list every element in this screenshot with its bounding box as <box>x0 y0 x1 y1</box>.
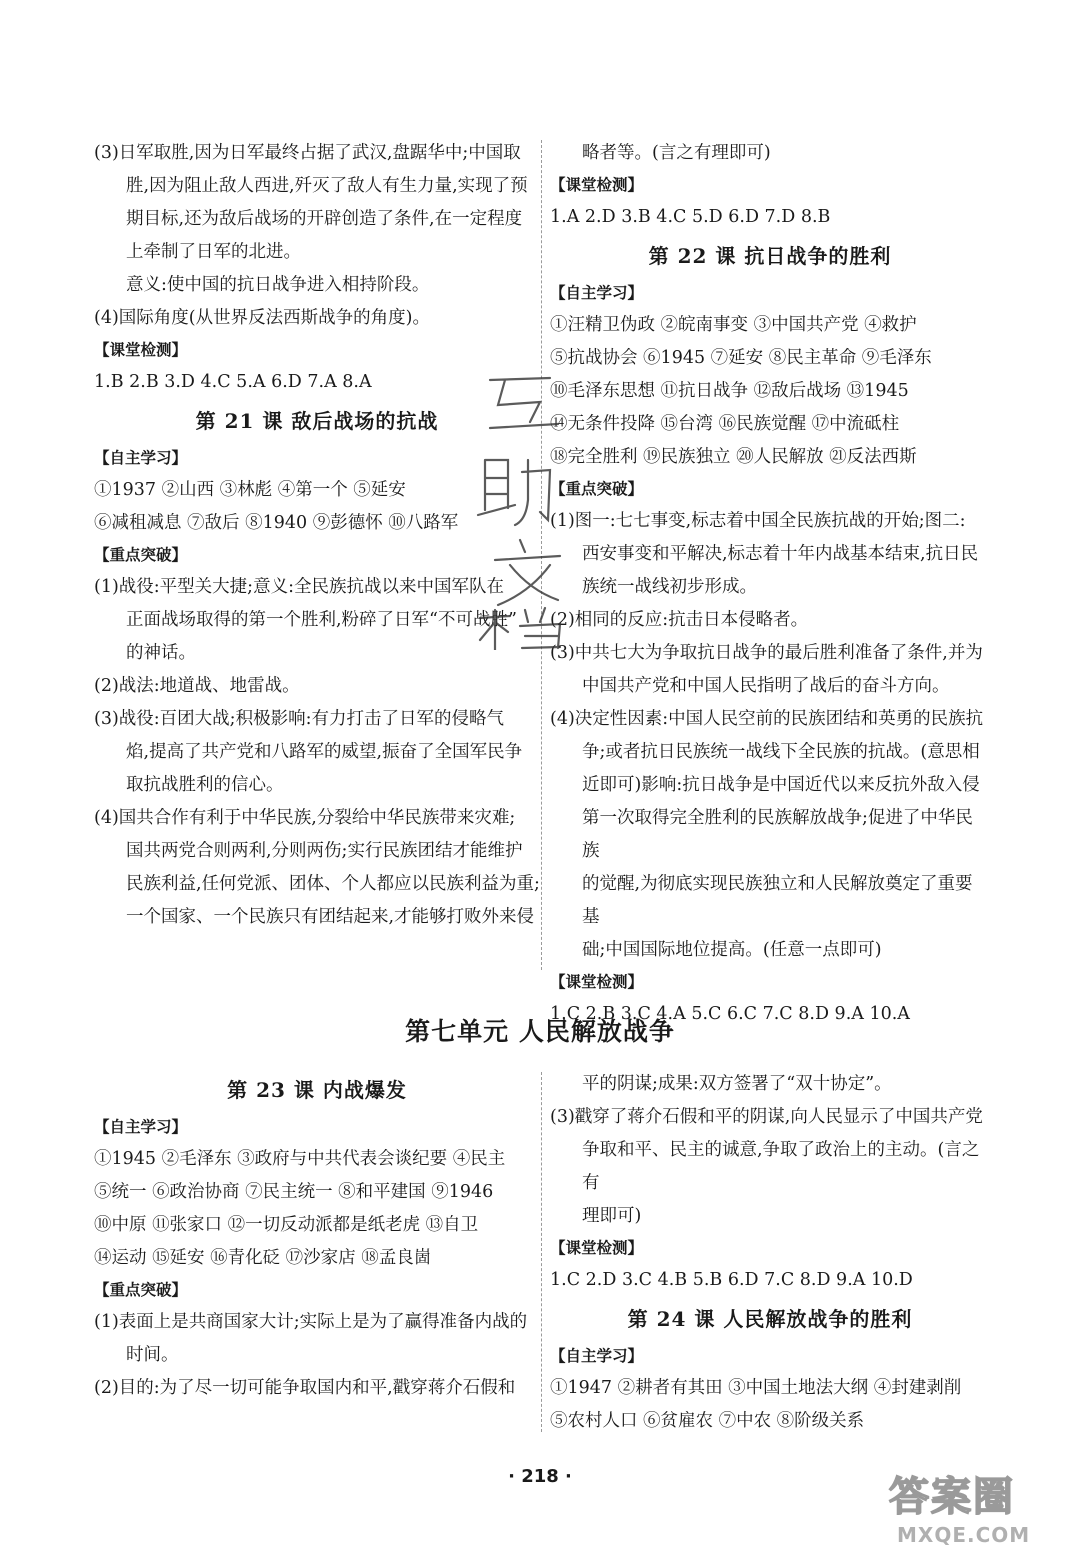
handwritten-watermark <box>470 360 580 650</box>
right-column-top <box>550 137 990 1031</box>
answer-line: ①1947 ②耕者有其田 ③中国土地法大纲 ④封建剥削 <box>550 1378 962 1398</box>
section-heading: 【自主学习】 <box>550 1347 644 1365</box>
text-line: (1)战役:平型关大捷;意义:全民族抗战以来中国军队在 <box>94 577 504 597</box>
answer-line: 1.C 2.B 3.C 4.A 5.C 6.C 7.C 8.D 9.A 10.A <box>550 1004 910 1024</box>
answer-line: ⑩中原 ⑪张家口 ⑫一切反动派都是纸老虎 ⑬自卫 <box>94 1215 479 1235</box>
answer-line: ⑤统一 ⑥政治协商 ⑦民主统一 ⑧和平建国 ⑨1946 <box>94 1182 494 1202</box>
answer-line: ①1945 ②毛泽东 ③政府与中共代表会谈纪要 ④民主 <box>94 1149 506 1169</box>
answer-line: 1.B 2.B 3.D 4.C 5.A 6.D 7.A 8.A <box>94 372 372 392</box>
text-line: (2)相同的反应:抗击日本侵略者。 <box>550 610 809 630</box>
lesson-title: 第 22 课 抗日战争的胜利 <box>648 244 892 268</box>
section-heading: 【课堂检测】 <box>550 1239 644 1257</box>
text-line: 一个国家、一个民族只有团结起来,才能够打败外来侵 <box>126 907 535 927</box>
answer-line: ⑩毛泽东思想 ⑪抗日战争 ⑫敌后战场 ⑬1945 <box>550 381 909 401</box>
text-line: 焰,提高了共产党和八路军的威望,振奋了全国军民争 <box>126 742 523 762</box>
text-line: (2)战法:地道战、地雷战。 <box>94 676 300 696</box>
section-heading: 【课堂检测】 <box>550 973 644 991</box>
text-line: 略者等。(言之有理即可) <box>582 143 771 163</box>
text-line: 争;或者抗日民族统一战线下全民族的抗战。(意思相 <box>582 742 980 762</box>
text-line: 族统一战线初步形成。 <box>582 577 757 597</box>
text-line: 西安事变和平解决,标志着十年内战基本结束,抗日民 <box>582 544 979 564</box>
section-heading: 【自主学习】 <box>94 449 188 467</box>
section-heading: 【自主学习】 <box>550 284 644 302</box>
text-line: (3)戳穿了蒋介石假和平的阴谋,向人民显示了中国共产党 <box>550 1107 983 1127</box>
answer-line: ⑥减租减息 ⑦敌后 ⑧1940 ⑨彭德怀 ⑩八路军 <box>94 513 459 533</box>
lesson-title: 第 24 课 人民解放战争的胜利 <box>627 1307 913 1331</box>
section-heading: 【自主学习】 <box>94 1118 188 1136</box>
text-line: 的觉醒,为彻底实现民族独立和人民解放奠定了重要基 <box>582 874 973 927</box>
left-column-bottom <box>94 1068 540 1405</box>
text-line: 础;中国国际地位提高。(任意一点即可) <box>582 940 882 960</box>
section-heading: 【课堂检测】 <box>550 176 644 194</box>
answer-line: ①汪精卫伪政 ②皖南事变 ③中国共产党 ④救护 <box>550 315 917 335</box>
section-heading: 【重点突破】 <box>550 480 644 498</box>
site-logo <box>885 1460 1060 1548</box>
answer-line: 1.A 2.D 3.B 4.C 5.D 6.D 7.D 8.B <box>550 207 831 227</box>
lesson-title: 第 23 课 内战爆发 <box>227 1078 407 1102</box>
text-line: 理即可) <box>582 1206 642 1226</box>
page-number: · 218 · <box>508 1466 572 1487</box>
svg-text:MXQE.COM: MXQE.COM <box>897 1523 1031 1547</box>
text-line: (4)国际角度(从世界反法西斯战争的角度)。 <box>94 308 430 328</box>
column-divider <box>541 1072 542 1432</box>
answer-line: ⑭无条件投降 ⑮台湾 ⑯民族觉醒 ⑰中流砥柱 <box>550 414 900 434</box>
text-line: 取抗战胜利的信心。 <box>126 775 284 795</box>
text-line: 争取和平、民主的诚意,争取了政治上的主动。(言之有 <box>582 1140 980 1193</box>
right-column-bottom <box>550 1068 990 1438</box>
text-line: (3)战役:百团大战;积极影响:有力打击了日军的侵略气 <box>94 709 504 729</box>
answer-line: ⑤抗战协会 ⑥1945 ⑦延安 ⑧民主革命 ⑨毛泽东 <box>550 348 932 368</box>
text-line: (3)中共七大为争取抗日战争的最后胜利准备了条件,并为 <box>550 643 983 663</box>
text-line: 平的阴谋;成果:双方签署了“双十协定”。 <box>582 1074 892 1094</box>
svg-text:答案圈: 答案圈 <box>889 1474 1015 1520</box>
text-line: (3)日军取胜,因为日军最终占据了武汉,盘踞华中;中国取 <box>94 143 521 163</box>
text-line: 胜,因为阻止敌人西进,歼灭了敌人有生力量,实现了预 <box>126 176 528 196</box>
section-heading: 【课堂检测】 <box>94 341 188 359</box>
answer-line: ⑤农村人口 ⑥贫雇农 ⑦中农 ⑧阶级关系 <box>550 1411 865 1431</box>
answer-line: 1.C 2.D 3.C 4.B 5.B 6.D 7.C 8.D 9.A 10.D <box>550 1270 913 1290</box>
text-line: 时间。 <box>126 1345 179 1365</box>
answer-line: ⑭运动 ⑮延安 ⑯青化砭 ⑰沙家店 ⑱孟良崮 <box>94 1248 432 1268</box>
text-line: 正面战场取得的第一个胜利,粉碎了日军“不可战胜” <box>126 610 517 630</box>
text-line: 第一次取得完全胜利的民族解放战争;促进了中华民族 <box>582 808 973 861</box>
text-line: (4)国共合作有利于中华民族,分裂给中华民族带来灾难; <box>94 808 516 828</box>
answer-line: ①1937 ②山西 ③林彪 ④第一个 ⑤延安 <box>94 480 406 500</box>
text-line: 意义:使中国的抗日战争进入相持阶段。 <box>126 275 430 295</box>
text-line: (4)决定性因素:中国人民空前的民族团结和英勇的民族抗 <box>550 709 984 729</box>
lesson-title: 第 21 课 敌后战场的抗战 <box>195 409 439 433</box>
text-line: 上牵制了日军的北进。 <box>126 242 301 262</box>
text-line: 国共两党合则两利,分则两伤;实行民族团结才能维护 <box>126 841 523 861</box>
text-line: 期目标,还为敌后战场的开辟创造了条件,在一定程度 <box>126 209 523 229</box>
section-heading: 【重点突破】 <box>94 546 188 564</box>
text-line: 近即可)影响:抗日战争是中国近代以来反抗外敌入侵 <box>582 775 980 795</box>
unit-title: 第七单元 人民解放战争 <box>405 1017 675 1046</box>
text-line: 的神话。 <box>126 643 196 663</box>
section-heading: 【重点突破】 <box>94 1281 188 1299</box>
text-line: 中国共产党和中国人民指明了战后的奋斗方向。 <box>582 676 950 696</box>
text-line: (1)图一:七七事变,标志着中国全民族抗战的开始;图二: <box>550 511 966 531</box>
text-line: (1)表面上是共商国家大计;实际上是为了赢得准备内战的 <box>94 1312 528 1332</box>
text-line: 民族利益,任何党派、团体、个人都应以民族利益为重; <box>126 874 540 894</box>
text-line: (2)目的:为了尽一切可能争取国内和平,戳穿蒋介石假和 <box>94 1378 516 1398</box>
answer-line: ⑱完全胜利 ⑲民族独立 ⑳人民解放 ㉑反法西斯 <box>550 447 917 467</box>
